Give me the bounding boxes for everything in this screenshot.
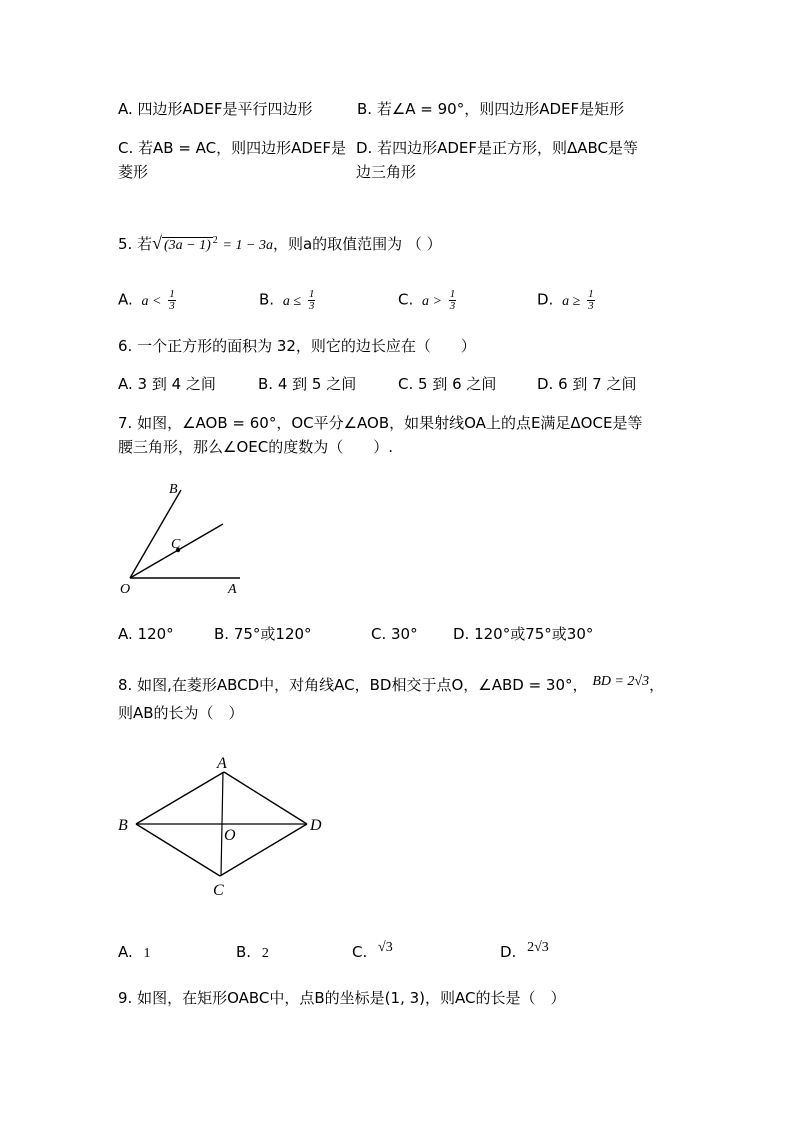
side-bc [136, 824, 220, 876]
q7-option-a: A. 120° [118, 625, 174, 643]
q8-bd-tail: ， [649, 676, 665, 694]
q8-stem-text: 8. 如图,在菱形ABCD中，对角线AC，BD相交于点O，∠ABD = 30°， [118, 676, 588, 694]
label-b: B [118, 817, 128, 834]
option-value: 2√3 [527, 940, 549, 955]
q5-option-b [259, 289, 315, 312]
option-label: D. [537, 290, 554, 309]
label-a: A [217, 755, 227, 772]
q8-option-a [118, 942, 151, 964]
q7-option-b: B. 75°或120° [214, 625, 312, 643]
option-expr: a > [422, 293, 442, 309]
q7-angle-figure [110, 475, 260, 600]
q5-stem-prefix: 5. 若 [118, 235, 153, 253]
option-value: 2 [261, 946, 269, 961]
option-label: C. [398, 290, 414, 309]
option-expr: a < [141, 293, 162, 309]
label-b: B [169, 482, 178, 497]
label-a: A [228, 582, 237, 597]
label-c: C [171, 537, 181, 552]
sqrt-icon: √ [152, 233, 162, 253]
q8-option-c [352, 942, 393, 964]
label-d: D [310, 817, 322, 834]
q7-stem-line1: 7. 如图，∠AOB = 60°，OC平分∠AOB，如果射线OA上的点E满足ΔOCE是等 [118, 414, 643, 432]
label-o: O [224, 827, 236, 844]
option-label: A. [118, 290, 133, 309]
option-value: 1 [143, 946, 151, 961]
fraction: $\frac{1}{3}$ [588, 288, 594, 312]
q8-stem-line1 [118, 675, 664, 697]
q4-option-a: A. 四边形ADEF是平行四边形 [118, 100, 313, 118]
q7-option-d: D. 120°或75°或30° [453, 625, 594, 643]
q5-power: 2 [212, 235, 218, 246]
option-label: C. [352, 943, 368, 961]
option-expr: a ≤ [282, 293, 302, 309]
q9-stem: 9. 如图，在矩形OABC中，点B的坐标是(1, 3)，则AC的长是（ ） [118, 989, 566, 1007]
q5-stem [118, 231, 442, 256]
q4-option-c-line1: C. 若AB = AC，则四边形ADEF是 [118, 139, 347, 157]
q8-option-b [236, 942, 269, 964]
label-o: O [120, 582, 131, 597]
q7-stem-line2: 腰三角形，那么∠OEC的度数为（ ）. [118, 438, 393, 456]
q8-stem-line2: 则AB的长为（ ） [118, 704, 244, 722]
q4-option-d-line1: D. 若四边形ADEF是正方形，则ΔABC是等 [356, 139, 639, 157]
q6-option-d: D. 6 到 7 之间 [537, 375, 637, 393]
q5-option-c [398, 289, 456, 312]
q6-stem: 6. 一个正方形的面积为 32，则它的边长应在（ ） [118, 337, 476, 355]
q4-option-d-line2: 边三角形 [356, 163, 417, 181]
q5-rhs: = 1 − 3a [222, 238, 273, 253]
q5-option-a [118, 289, 176, 312]
option-label: D. [500, 943, 517, 961]
q7-option-c: C. 30° [371, 625, 418, 643]
option-label: B. [236, 943, 252, 961]
q6-option-a: A. 3 到 4 之间 [118, 375, 216, 393]
fraction: $\frac{1}{3}$ [169, 288, 175, 312]
q6-option-b: B. 4 到 5 之间 [258, 375, 357, 393]
side-ab [136, 772, 224, 824]
q8-option-d [500, 942, 549, 964]
fraction: $\frac{1}{3}$ [308, 288, 315, 312]
ray-ob [130, 490, 181, 578]
fraction: $\frac{1}{3}$ [449, 288, 456, 312]
option-label: A. [118, 943, 133, 961]
q8-rhombus-figure [110, 750, 335, 900]
option-label: B. [259, 290, 275, 309]
q4-option-c-line2: 菱形 [118, 163, 149, 181]
q5-stem-suffix: ，则a的取值范围为 （ ） [272, 235, 442, 253]
q4-option-b: B. 若∠A = 90°，则四边形ADEF是矩形 [357, 100, 625, 118]
side-ad [224, 772, 307, 824]
q8-bd-expr: BD = 2√3 [592, 674, 650, 689]
option-expr: a ≥ [562, 293, 581, 309]
option-value: √3 [378, 940, 393, 955]
q6-option-c: C. 5 到 6 之间 [398, 375, 497, 393]
q5-radicand: (3a − 1) [163, 238, 211, 253]
label-c: C [213, 882, 224, 899]
q5-option-d [537, 289, 595, 312]
